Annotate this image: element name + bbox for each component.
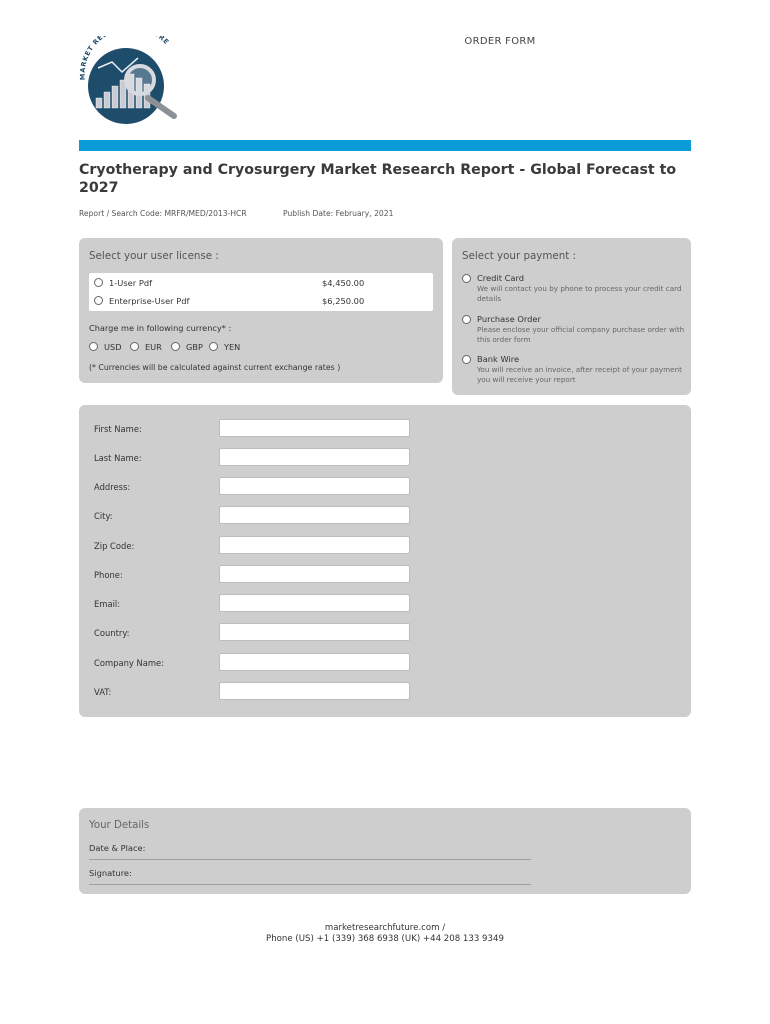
- payment-name: Purchase Order: [477, 314, 541, 324]
- field-label: Company Name:: [94, 658, 165, 668]
- signature-label: Signature:: [89, 868, 132, 878]
- license-price: $4,450.00: [322, 278, 365, 288]
- form-row-first-name: [94, 419, 414, 439]
- form-row-zip-code: [94, 536, 414, 556]
- report-title: Cryotherapy and Cryosurgery Market Research Report - Global Forecast to 2027: [79, 162, 677, 196]
- currency-option-usd[interactable]: [89, 342, 122, 352]
- footer-website: marketresearchfuture.com /: [324, 923, 446, 933]
- report-search-code: Report / Search Code: MRFR/MED/2013-HCR: [79, 209, 247, 218]
- form-row-city: [94, 506, 414, 526]
- radio-button[interactable]: [209, 342, 218, 351]
- form-row-phone: [94, 565, 414, 585]
- city-input[interactable]: [219, 506, 410, 524]
- first-name-input[interactable]: [219, 419, 410, 437]
- currency-note: (* Currencies will be calculated against current exchange rates ): [89, 363, 341, 372]
- radio-button[interactable]: [94, 296, 103, 305]
- form-row-company-name: [94, 653, 414, 673]
- payment-description: You will receive an invoice, after receipt of your payment you will receive your report: [477, 365, 682, 384]
- payment-description: We will contact you by phone to process your credit card details: [477, 284, 682, 303]
- license-options: [89, 273, 433, 311]
- company-logo: [78, 36, 184, 128]
- order-form-title: ORDER FORM: [464, 36, 536, 47]
- your-details-panel: [79, 808, 691, 894]
- field-label: Address:: [94, 482, 131, 492]
- form-row-address: [94, 477, 414, 497]
- license-name: 1-User Pdf: [109, 278, 153, 288]
- field-label: Email:: [94, 599, 121, 609]
- radio-button[interactable]: [89, 342, 98, 351]
- license-price: $6,250.00: [322, 296, 365, 306]
- last-name-input[interactable]: [219, 448, 410, 466]
- footer-phone: Phone (US) +1 (339) 368 6938 (UK) +44 208 133 9349: [266, 934, 504, 944]
- radio-button[interactable]: [462, 274, 471, 283]
- currency-option-gbp[interactable]: [171, 342, 203, 352]
- radio-button[interactable]: [171, 342, 180, 351]
- field-label: First Name:: [94, 424, 142, 434]
- date-place-line[interactable]: [89, 843, 531, 860]
- your-details-heading: Your Details: [89, 820, 150, 831]
- payment-name: Credit Card: [477, 273, 524, 283]
- accent-bar: [79, 140, 691, 151]
- field-label: Zip Code:: [94, 541, 135, 551]
- date-place-label: Date & Place:: [89, 843, 146, 853]
- license-panel: [79, 238, 443, 383]
- currency-label-yen: YEN: [224, 342, 241, 352]
- currency-label-gbp: GBP: [186, 342, 203, 352]
- company-name-input[interactable]: [219, 653, 410, 671]
- form-row-last-name: [94, 448, 414, 468]
- field-label: Phone:: [94, 570, 123, 580]
- currency-option-eur[interactable]: [130, 342, 162, 352]
- license-option-1-user[interactable]: [89, 274, 433, 292]
- radio-button[interactable]: [94, 278, 103, 287]
- currency-option-yen[interactable]: [209, 342, 240, 352]
- field-label: Last Name:: [94, 453, 142, 463]
- radio-button[interactable]: [462, 315, 471, 324]
- payment-heading: Select your payment :: [462, 250, 577, 262]
- field-label: City:: [94, 511, 113, 521]
- form-row-country: [94, 623, 414, 643]
- form-row-vat: [94, 682, 414, 702]
- email-input[interactable]: [219, 594, 410, 612]
- publish-date: Publish Date: February, 2021: [283, 209, 394, 218]
- phone-input[interactable]: [219, 565, 410, 583]
- logo-arc-text: MARKET RE RE: [78, 36, 171, 81]
- address-input[interactable]: [219, 477, 410, 495]
- currency-label-eur: EUR: [145, 342, 162, 352]
- payment-panel: [452, 238, 691, 395]
- payment-name: Bank Wire: [477, 354, 520, 364]
- radio-button[interactable]: [130, 342, 139, 351]
- zip-code-input[interactable]: [219, 536, 410, 554]
- form-row-email: [94, 594, 414, 614]
- vat-input[interactable]: [219, 682, 410, 700]
- license-name: Enterprise-User Pdf: [109, 296, 190, 306]
- field-label: VAT:: [94, 687, 112, 697]
- country-input[interactable]: [219, 623, 410, 641]
- radio-button[interactable]: [462, 355, 471, 364]
- field-label: Country:: [94, 628, 130, 638]
- signature-line[interactable]: [89, 868, 531, 885]
- customer-details-form: [79, 405, 691, 717]
- license-heading: Select your user license :: [89, 250, 219, 262]
- currency-label-usd: USD: [104, 342, 122, 352]
- license-option-enterprise[interactable]: [89, 292, 433, 310]
- payment-description: Please enclose your official company purchase order with this order form: [477, 325, 685, 344]
- currency-label: Charge me in following currency* :: [89, 323, 232, 333]
